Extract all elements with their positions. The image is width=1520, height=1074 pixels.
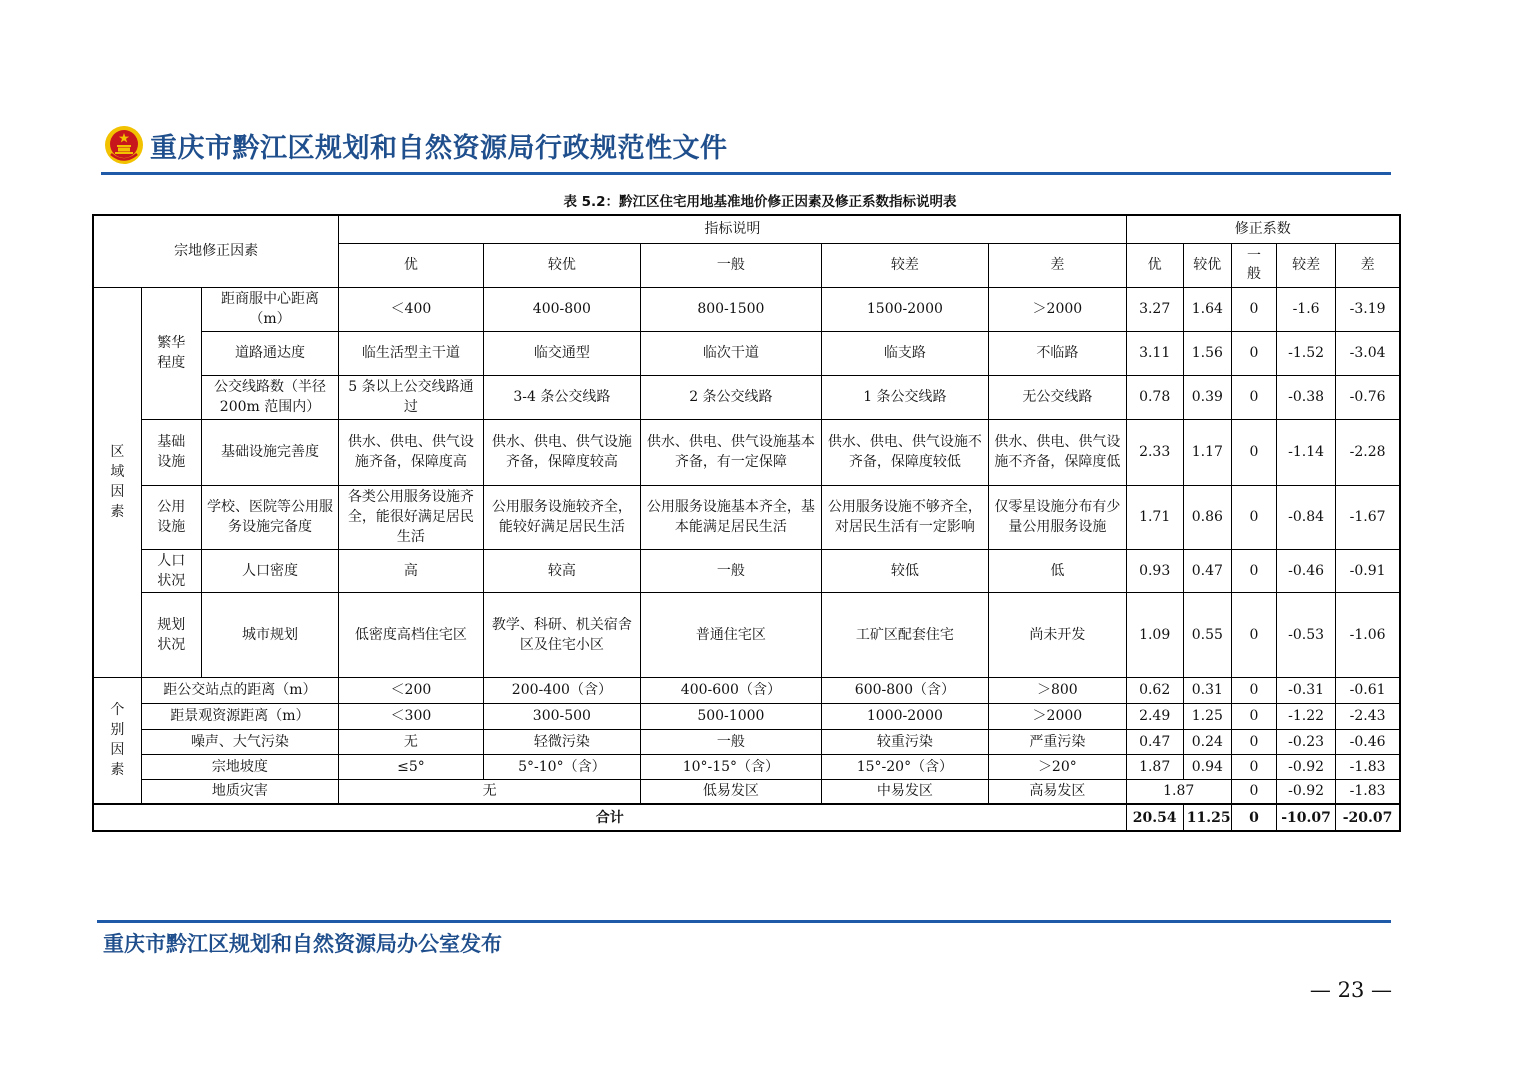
table-row xyxy=(93,419,1400,485)
coefficient-cell: 0.39 xyxy=(1183,375,1231,419)
indicator-cell: 较重污染 xyxy=(821,729,989,754)
coefficient-cell: 0 xyxy=(1231,375,1276,419)
table-row xyxy=(93,779,1400,804)
document-header xyxy=(104,122,728,168)
table-row xyxy=(93,331,1400,375)
table-row xyxy=(93,375,1400,419)
indicator-cell: 工矿区配套住宅 xyxy=(821,592,989,677)
grade-header: 较优 xyxy=(483,243,640,287)
subgroup-public-facilities: 公用 设施 xyxy=(141,485,201,549)
indicator-cell: ＞800 xyxy=(989,677,1126,703)
coefficient-cell: 0.24 xyxy=(1183,729,1231,754)
header-coefficient: 修正系数 xyxy=(1126,215,1400,243)
coefficient-cell: 0.47 xyxy=(1183,549,1231,592)
coefficient-cell: -1.6 xyxy=(1277,287,1336,331)
header-indicator: 指标说明 xyxy=(339,215,1126,243)
indicator-cell: 普通住宅区 xyxy=(641,592,822,677)
coefficient-cell: -0.76 xyxy=(1336,375,1400,419)
coef-grade-header: 差 xyxy=(1336,243,1400,287)
indicator-cell: 供水、供电、供气设施不齐备，保障度低 xyxy=(989,419,1126,485)
indicator-cell: 较低 xyxy=(821,549,989,592)
coefficient-cell: 1.87 xyxy=(1126,779,1231,804)
indicator-cell: 600-800（含） xyxy=(821,677,989,703)
table-row xyxy=(93,287,1400,331)
indicator-cell: 低密度高档住宅区 xyxy=(339,592,483,677)
indicator-cell: ≤5° xyxy=(339,754,483,779)
indicator-cell: 1000-2000 xyxy=(821,703,989,729)
footer-rule xyxy=(97,920,1391,923)
indicator-cell: 1500-2000 xyxy=(821,287,989,331)
indicator-cell: 低易发区 xyxy=(641,779,822,804)
indicator-cell: ＞20° xyxy=(989,754,1126,779)
indicator-cell: 400-600（含） xyxy=(641,677,822,703)
coefficient-cell: 0.62 xyxy=(1126,677,1183,703)
group-individual-factors: 个 别 因 素 xyxy=(93,677,141,804)
grade-header: 较差 xyxy=(821,243,989,287)
factor-name: 城市规划 xyxy=(201,592,338,677)
coefficient-cell: -1.52 xyxy=(1277,331,1336,375)
factor-name: 距公交站点的距离（m） xyxy=(141,677,339,703)
indicator-cell: 公用服务设施不够齐全，对居民生活有一定影响 xyxy=(821,485,989,549)
coefficient-cell: 0 xyxy=(1231,677,1276,703)
coefficient-cell: -0.92 xyxy=(1277,754,1336,779)
indicator-cell: 供水、供电、供气设施齐备，保障度较高 xyxy=(483,419,640,485)
coefficient-cell: -3.04 xyxy=(1336,331,1400,375)
indicator-cell: ＜200 xyxy=(339,677,483,703)
grade-header: 一般 xyxy=(641,243,822,287)
indicator-cell: 公用服务设施较齐全，能较好满足居民生活 xyxy=(483,485,640,549)
coefficient-cell: 1.25 xyxy=(1183,703,1231,729)
coefficient-cell: 0 xyxy=(1231,592,1276,677)
coefficient-cell: -1.83 xyxy=(1336,779,1400,804)
indicator-cell: 15°-20°（含） xyxy=(821,754,989,779)
indicator-cell: 不临路 xyxy=(989,331,1126,375)
coefficient-cell: 1.56 xyxy=(1183,331,1231,375)
table-row xyxy=(93,729,1400,754)
header-rule xyxy=(101,172,1391,175)
factor-name: 距景观资源距离（m） xyxy=(141,703,339,729)
total-coefficient: 0 xyxy=(1231,804,1276,831)
indicator-cell: 供水、供电、供气设施基本齐备，有一定保障 xyxy=(641,419,822,485)
table-row xyxy=(93,677,1400,703)
indicator-cell: 低 xyxy=(989,549,1126,592)
coefficient-cell: -1.14 xyxy=(1277,419,1336,485)
table-row xyxy=(93,592,1400,677)
total-coefficient: 20.54 xyxy=(1126,804,1183,831)
coefficient-cell: -1.22 xyxy=(1277,703,1336,729)
indicator-cell: 5°-10°（含） xyxy=(483,754,640,779)
indicator-cell: 供水、供电、供气设施不齐备，保障度较低 xyxy=(821,419,989,485)
factor-name: 噪声、大气污染 xyxy=(141,729,339,754)
correction-factor-table xyxy=(92,214,1401,832)
coefficient-cell: -0.84 xyxy=(1277,485,1336,549)
indicator-cell: 400-800 xyxy=(483,287,640,331)
factor-name: 距商服中心距离（m） xyxy=(201,287,338,331)
coefficient-cell: 0 xyxy=(1231,729,1276,754)
table-row xyxy=(93,485,1400,549)
coefficient-cell: 3.27 xyxy=(1126,287,1183,331)
coefficient-cell: 0.55 xyxy=(1183,592,1231,677)
grade-header: 差 xyxy=(989,243,1126,287)
coefficient-cell: -1.06 xyxy=(1336,592,1400,677)
coefficient-cell: -0.23 xyxy=(1277,729,1336,754)
coef-grade-header: 较优 xyxy=(1183,243,1231,287)
total-coefficient: 11.25 xyxy=(1183,804,1231,831)
table-caption: 表 5.2：黔江区住宅用地基准地价修正因素及修正系数指标说明表 xyxy=(563,194,957,210)
indicator-cell: 各类公用服务设施齐全，能很好满足居民生活 xyxy=(339,485,483,549)
coefficient-cell: 1.64 xyxy=(1183,287,1231,331)
coefficient-cell: -0.91 xyxy=(1336,549,1400,592)
coefficient-cell: 0 xyxy=(1231,754,1276,779)
coefficient-cell: 0.78 xyxy=(1126,375,1183,419)
header-title: 重庆市黔江区规划和自然资源局行政规范性文件 xyxy=(150,132,728,164)
subgroup-prosperity: 繁华 程度 xyxy=(141,287,201,419)
subgroup-planning: 规划 状况 xyxy=(141,592,201,677)
coefficient-cell: -0.53 xyxy=(1277,592,1336,677)
table-row xyxy=(93,804,1400,831)
coefficient-cell: 1.09 xyxy=(1126,592,1183,677)
coefficient-cell: 0 xyxy=(1231,779,1276,804)
coefficient-cell: -0.92 xyxy=(1277,779,1336,804)
factor-name: 基础设施完善度 xyxy=(201,419,338,485)
indicator-cell: 一般 xyxy=(641,549,822,592)
coefficient-cell: -0.46 xyxy=(1336,729,1400,754)
total-coefficient: -20.07 xyxy=(1336,804,1400,831)
indicator-cell: 200-400（含） xyxy=(483,677,640,703)
indicator-cell: 800-1500 xyxy=(641,287,822,331)
coefficient-cell: -2.43 xyxy=(1336,703,1400,729)
indicator-cell: 1 条公交线路 xyxy=(821,375,989,419)
coefficient-cell: 1.17 xyxy=(1183,419,1231,485)
coef-grade-header: 较差 xyxy=(1277,243,1336,287)
page-number: — 23 — xyxy=(1309,978,1392,1002)
coefficient-cell: 0 xyxy=(1231,419,1276,485)
indicator-cell: 公用服务设施基本齐全，基本能满足居民生活 xyxy=(641,485,822,549)
indicator-cell: 临生活型主干道 xyxy=(339,331,483,375)
indicator-cell: 临支路 xyxy=(821,331,989,375)
indicator-cell: 高 xyxy=(339,549,483,592)
indicator-cell: 临次干道 xyxy=(641,331,822,375)
coefficient-cell: 0.31 xyxy=(1183,677,1231,703)
indicator-cell: ＞2000 xyxy=(989,703,1126,729)
indicator-cell: 500-1000 xyxy=(641,703,822,729)
factor-name: 公交线路数（半径 200m 范围内） xyxy=(201,375,338,419)
coefficient-cell: 2.49 xyxy=(1126,703,1183,729)
factor-name: 宗地坡度 xyxy=(141,754,339,779)
factor-name: 人口密度 xyxy=(201,549,338,592)
coefficient-cell: -2.28 xyxy=(1336,419,1400,485)
coefficient-cell: -3.19 xyxy=(1336,287,1400,331)
indicator-cell: 无 xyxy=(339,779,641,804)
total-label: 合计 xyxy=(93,804,1126,831)
indicator-cell: ＜300 xyxy=(339,703,483,729)
indicator-cell: 3-4 条公交线路 xyxy=(483,375,640,419)
indicator-cell: 严重污染 xyxy=(989,729,1126,754)
coefficient-cell: 3.11 xyxy=(1126,331,1183,375)
indicator-cell: 无公交线路 xyxy=(989,375,1126,419)
coefficient-cell: 0.94 xyxy=(1183,754,1231,779)
indicator-cell: 轻微污染 xyxy=(483,729,640,754)
coefficient-cell: 0 xyxy=(1231,703,1276,729)
subgroup-infrastructure: 基础 设施 xyxy=(141,419,201,485)
indicator-cell: 中易发区 xyxy=(821,779,989,804)
table-row xyxy=(93,754,1400,779)
indicator-cell: 一般 xyxy=(641,729,822,754)
coef-grade-header: 一 般 xyxy=(1231,243,1276,287)
indicator-cell: 临交通型 xyxy=(483,331,640,375)
factor-name: 学校、医院等公用服务设施完备度 xyxy=(201,485,338,549)
indicator-cell: 教学、科研、机关宿舍区及住宅小区 xyxy=(483,592,640,677)
indicator-cell: 高易发区 xyxy=(989,779,1126,804)
indicator-cell: 2 条公交线路 xyxy=(641,375,822,419)
indicator-cell: 10°-15°（含） xyxy=(641,754,822,779)
indicator-cell: ＜400 xyxy=(339,287,483,331)
indicator-cell: ＞2000 xyxy=(989,287,1126,331)
factor-name: 道路通达度 xyxy=(201,331,338,375)
coefficient-cell: 0 xyxy=(1231,331,1276,375)
coefficient-cell: 1.71 xyxy=(1126,485,1183,549)
factor-name: 地质灾害 xyxy=(141,779,339,804)
table-row xyxy=(93,549,1400,592)
coefficient-cell: -0.46 xyxy=(1277,549,1336,592)
indicator-cell: 5 条以上公交线路通过 xyxy=(339,375,483,419)
coefficient-cell: 1.87 xyxy=(1126,754,1183,779)
coefficient-cell: 0.93 xyxy=(1126,549,1183,592)
coefficient-cell: 0 xyxy=(1231,287,1276,331)
footer-title: 重庆市黔江区规划和自然资源局办公室发布 xyxy=(103,932,502,956)
coefficient-cell: -1.83 xyxy=(1336,754,1400,779)
indicator-cell: 仅零星设施分布有少量公用服务设施 xyxy=(989,485,1126,549)
indicator-cell: 尚未开发 xyxy=(989,592,1126,677)
coefficient-cell: 0.86 xyxy=(1183,485,1231,549)
grade-header: 优 xyxy=(339,243,483,287)
table-row xyxy=(93,703,1400,729)
subgroup-population: 人口 状况 xyxy=(141,549,201,592)
coefficient-cell: 0.47 xyxy=(1126,729,1183,754)
header-factor: 宗地修正因素 xyxy=(93,215,339,287)
coefficient-cell: 0 xyxy=(1231,549,1276,592)
group-regional-factors: 区 域 因 素 xyxy=(93,287,141,677)
indicator-cell: 供水、供电、供气设施齐备，保障度高 xyxy=(339,419,483,485)
indicator-cell: 较高 xyxy=(483,549,640,592)
indicator-cell: 无 xyxy=(339,729,483,754)
coefficient-cell: -1.67 xyxy=(1336,485,1400,549)
coefficient-cell: 0 xyxy=(1231,485,1276,549)
indicator-cell: 300-500 xyxy=(483,703,640,729)
total-coefficient: -10.07 xyxy=(1277,804,1336,831)
coefficient-cell: -0.31 xyxy=(1277,677,1336,703)
coefficient-cell: 2.33 xyxy=(1126,419,1183,485)
coefficient-cell: -0.61 xyxy=(1336,677,1400,703)
coef-grade-header: 优 xyxy=(1126,243,1183,287)
national-emblem-icon xyxy=(104,125,144,165)
coefficient-cell: -0.38 xyxy=(1277,375,1336,419)
